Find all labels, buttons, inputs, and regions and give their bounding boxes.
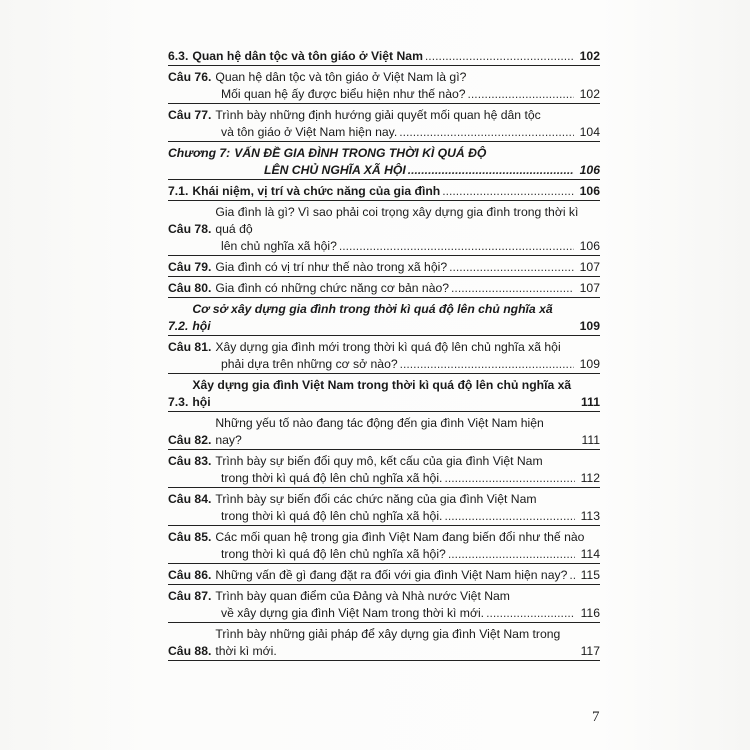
toc-entry-question <box>168 415 600 450</box>
question-number: Câu 78. <box>168 222 212 236</box>
toc-row <box>168 48 600 66</box>
section-title: Khái niệm, vị trí và chức năng của gia đình <box>192 184 441 198</box>
page-ref: 112 <box>580 471 600 485</box>
page-ref: 102 <box>579 87 600 101</box>
toc-entry-question <box>168 259 600 277</box>
page-number: 7 <box>592 709 600 725</box>
toc-row <box>168 183 600 201</box>
page-ref: 106 <box>579 184 600 198</box>
toc-entry-question <box>168 529 600 564</box>
toc-row <box>168 145 600 162</box>
toc-row <box>168 339 600 356</box>
dot-leader <box>408 162 574 179</box>
page-ref: 102 <box>579 49 600 63</box>
page-ref: 106 <box>579 163 600 177</box>
question-number: Câu 79. <box>168 260 212 274</box>
question-text: trong thời kì quá độ lên chủ nghĩa xã hội. <box>221 509 443 523</box>
chapter-number: Chương 7: <box>168 146 231 160</box>
dot-leader <box>444 470 574 487</box>
question-text: Trình bày những giải pháp để xây dựng gia đình Việt Nam trong thời kì mới. <box>215 627 561 658</box>
page-ref: 116 <box>580 606 600 620</box>
toc-row <box>168 626 600 661</box>
page-ref: 107 <box>579 260 600 274</box>
toc-entry-section <box>168 48 600 66</box>
section-title: Xây dựng gia đình Việt Nam trong thời kì quá độ lên chủ nghĩa xã hội <box>192 378 572 409</box>
page-ref: 111 <box>581 395 600 409</box>
section-number: 7.3. <box>168 395 189 409</box>
dot-leader <box>468 86 574 103</box>
toc-entry-question <box>168 626 600 661</box>
toc-entry-question <box>168 107 600 142</box>
page-ref: 109 <box>579 357 600 371</box>
toc-row <box>168 588 600 605</box>
toc-entry-section-italic <box>168 301 600 336</box>
chapter-title: VẤN ĐỀ GIA ĐÌNH TRONG THỜI KÌ QUÁ ĐỘ <box>234 146 487 160</box>
toc-row <box>168 204 600 238</box>
question-text: Trình bày sự biến đổi các chức năng của gia đình Việt Nam <box>215 492 537 506</box>
toc-row-continuation <box>168 356 600 374</box>
section-title: Cơ sở xây dựng gia đình trong thời kì quá độ lên chủ nghĩa xã hội <box>192 302 553 333</box>
question-text: Mối quan hệ ấy được biểu hiện như thế nào? <box>221 87 466 101</box>
question-text: trong thời kì quá độ lên chủ nghĩa xã hội. <box>221 471 443 485</box>
section-number: 7.1. <box>168 184 189 198</box>
dot-leader <box>444 508 574 525</box>
toc-row <box>168 415 600 450</box>
toc-row <box>168 529 600 546</box>
section-title: Quan hệ dân tộc và tôn giáo ở Việt Nam <box>192 49 423 63</box>
dot-leader <box>400 356 574 373</box>
question-text: Trình bày những định hướng giải quyết mối quan hệ dân tộc <box>215 108 541 122</box>
toc-entry-question <box>168 204 600 256</box>
toc-row <box>168 377 600 412</box>
dot-leader <box>449 259 574 276</box>
question-text: phải dựa trên những cơ sở nào? <box>221 357 398 371</box>
question-number: Câu 82. <box>168 433 212 447</box>
question-text: và tôn giáo ở Việt Nam hiện nay. <box>221 125 398 139</box>
question-text: Những vấn đề gì đang đặt ra đối với gia đình Việt Nam hiện nay? <box>215 568 568 582</box>
dot-leader <box>486 605 575 622</box>
dot-leader <box>442 183 573 200</box>
toc-row <box>168 453 600 470</box>
toc-entry-question <box>168 567 600 585</box>
page-ref: 106 <box>579 239 600 253</box>
dot-leader <box>399 124 573 141</box>
toc-entry-question <box>168 69 600 104</box>
question-number: Câu 87. <box>168 589 212 603</box>
toc-row-continuation <box>168 605 600 623</box>
toc-row <box>168 567 600 585</box>
toc-row <box>168 491 600 508</box>
toc-row-continuation <box>168 86 600 104</box>
question-number: Câu 83. <box>168 454 212 468</box>
chapter-title: LÊN CHỦ NGHĨA XÃ HỘI <box>264 163 406 177</box>
toc-row-continuation <box>168 162 600 180</box>
toc-entry-question <box>168 588 600 623</box>
question-text: Gia đình là gì? Vì sao phải coi trọng xây dựng gia đình trong thời kì quá độ <box>215 205 579 236</box>
question-number: Câu 81. <box>168 340 212 354</box>
page-ref: 114 <box>580 547 600 561</box>
question-number: Câu 77. <box>168 108 212 122</box>
question-number: Câu 86. <box>168 568 212 582</box>
question-number: Câu 76. <box>168 70 212 84</box>
question-text: Gia đình có vị trí như thế nào trong xã hội? <box>215 260 448 274</box>
toc-row <box>168 259 600 277</box>
dot-leader <box>569 567 574 584</box>
question-number: Câu 80. <box>168 281 212 295</box>
question-text: trong thời kì quá độ lên chủ nghĩa xã hội? <box>221 547 446 561</box>
toc-row <box>168 280 600 298</box>
section-number: 6.3. <box>168 49 189 63</box>
toc-entry-question <box>168 491 600 526</box>
toc-entry-question <box>168 453 600 488</box>
page-ref: 104 <box>579 125 600 139</box>
question-text: Quan hệ dân tộc và tôn giáo ở Việt Nam là gì? <box>215 70 467 84</box>
question-text: Gia đình có những chức năng cơ bản nào? <box>215 281 450 295</box>
page-ref: 111 <box>581 433 600 447</box>
page-ref: 115 <box>580 568 600 582</box>
page-ref: 107 <box>579 281 600 295</box>
question-text: Những yếu tố nào đang tác động đến gia đình Việt Nam hiện nay? <box>215 416 544 447</box>
table-of-contents <box>168 48 600 661</box>
toc-entry-chapter <box>168 145 600 180</box>
toc-row-continuation <box>168 508 600 526</box>
toc-row-continuation <box>168 546 600 564</box>
question-text: về xây dựng gia đình Việt Nam trong thời kì mới. <box>221 606 485 620</box>
question-number: Câu 88. <box>168 644 212 658</box>
question-text: Trình bày quan điểm của Đảng và Nhà nước Việt Nam <box>215 589 510 603</box>
page-ref: 117 <box>580 644 600 658</box>
toc-row-continuation <box>168 238 600 256</box>
dot-leader <box>451 280 574 297</box>
dot-leader <box>425 48 574 65</box>
question-text: Trình bày sự biến đổi quy mô, kết cấu của gia đình Việt Nam <box>215 454 543 468</box>
toc-row <box>168 69 600 86</box>
toc-row <box>168 107 600 124</box>
dot-leader <box>339 238 574 255</box>
page-ref: 113 <box>580 509 600 523</box>
question-number: Câu 84. <box>168 492 212 506</box>
toc-entry-question <box>168 280 600 298</box>
page-ref: 109 <box>579 319 600 333</box>
toc-entry-question <box>168 339 600 374</box>
toc-entry-section <box>168 377 600 412</box>
question-number: Câu 85. <box>168 530 212 544</box>
toc-entry-section <box>168 183 600 201</box>
question-text: Các mối quan hệ trong gia đình Việt Nam đang biến đổi như thế nào <box>215 530 585 544</box>
question-text: Xây dựng gia đình mới trong thời kì quá độ lên chủ nghĩa xã hội <box>215 340 561 354</box>
dot-leader <box>448 546 575 563</box>
toc-row-continuation <box>168 124 600 142</box>
toc-row-continuation <box>168 470 600 488</box>
section-number: 7.2. <box>168 319 189 333</box>
question-text: lên chủ nghĩa xã hội? <box>221 239 337 253</box>
toc-row <box>168 301 600 336</box>
